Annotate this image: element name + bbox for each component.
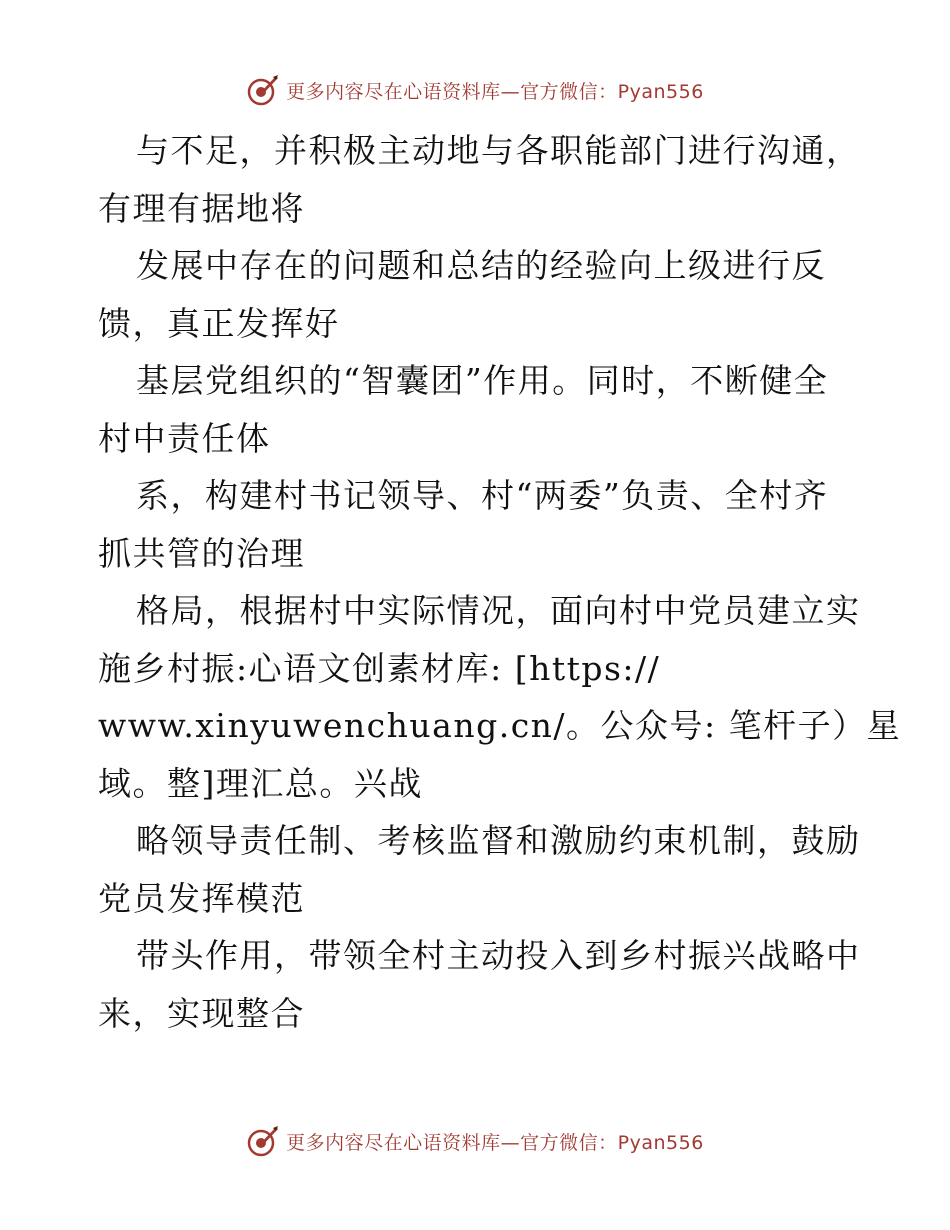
footer-banner-text: 更多内容尽在心语资料库—官方微信：Pyan556 [286, 1131, 704, 1154]
paragraph-line: 馈，真正发挥好 [98, 303, 340, 343]
paragraph-line: 与不足，并积极主动地与各职能部门进行沟通， [136, 131, 861, 170]
paragraph-line: 带头作用，带领全村主动投入到乡村振兴战略中 [136, 936, 861, 975]
paragraph-line: 党员发挥模范 [98, 878, 305, 918]
paragraph-line: 发展中存在的问题和总结的经验向上级进行反 [136, 246, 826, 285]
quill-pen-logo-icon [246, 1124, 280, 1158]
quill-pen-logo-icon [246, 73, 280, 107]
paragraph-line: 基层党组织的“智囊团”作用。同时，不断健全 [136, 361, 829, 400]
paragraph-line: 系，构建村书记领导、村“两委”负责、全村齐 [136, 476, 829, 515]
paragraph-line: www.xinyuwenchuang.cn/。公众号: 笔杆子）星 [98, 706, 902, 745]
paragraph-line: 来，实现整合 [98, 993, 305, 1033]
header-banner-text: 更多内容尽在心语资料库—官方微信：Pyan556 [286, 80, 704, 103]
footer-banner [0, 1121, 950, 1161]
paragraph-line: 格局，根据村中实际情况，面向村中党员建立实 [136, 591, 861, 630]
paragraph-line: 村中责任体 [98, 418, 271, 458]
paragraph-line: 抓共管的治理 [98, 533, 305, 573]
header-banner [0, 70, 950, 110]
paragraph-line: 有理有据地将 [98, 188, 305, 228]
paragraph-line: 施乡村振:心语文创素材库: [https:// [98, 648, 661, 688]
paragraph-line: 略领导责任制、考核监督和激励约束机制，鼓励 [136, 821, 861, 860]
document-body [98, 122, 902, 1042]
paragraph-line: 域。整]理汇总。兴战 [98, 763, 423, 803]
